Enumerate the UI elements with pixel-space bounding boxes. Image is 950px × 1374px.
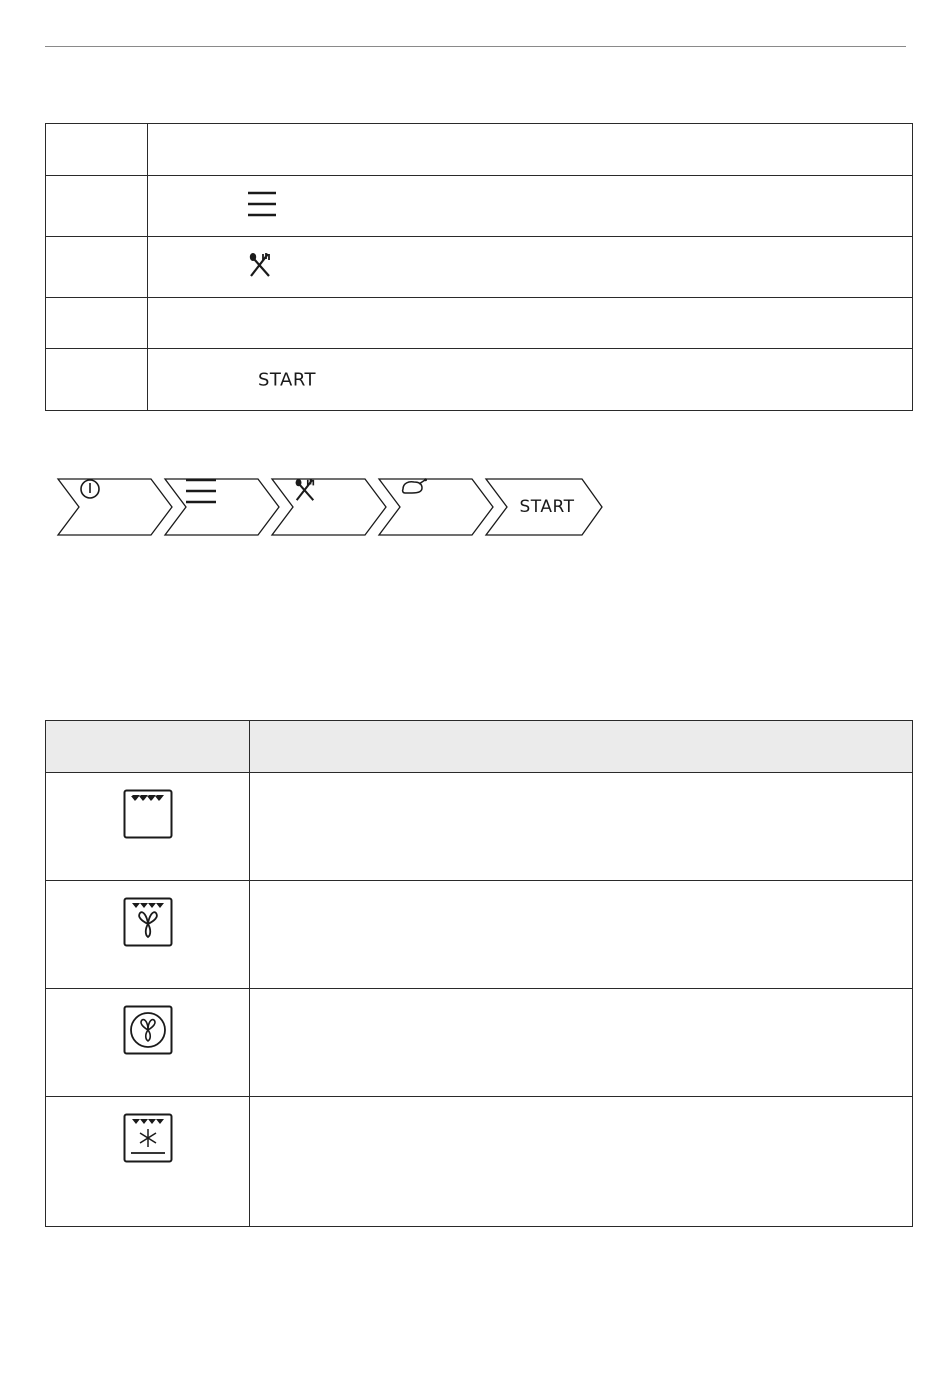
step-number-cell	[46, 237, 148, 298]
step-number-cell	[46, 298, 148, 349]
table-row	[46, 176, 913, 237]
steps-table	[45, 123, 913, 411]
step-number-cell	[46, 176, 148, 237]
top-heat-fan-icon	[123, 897, 173, 951]
power-icon	[79, 478, 159, 536]
function-description	[250, 989, 913, 1097]
table-row	[46, 349, 913, 411]
cutlery-icon	[248, 252, 272, 282]
table-row	[46, 881, 913, 989]
frozen-foods-icon	[123, 1113, 173, 1167]
top-heat-icon	[123, 789, 173, 843]
functions-table	[45, 720, 913, 1227]
menu-icon	[186, 478, 266, 536]
step-sequence	[55, 478, 605, 536]
table-row	[46, 237, 913, 298]
table-row	[46, 773, 913, 881]
table-row	[46, 1097, 913, 1227]
table-row	[46, 989, 913, 1097]
column-header	[46, 721, 250, 773]
column-header	[250, 721, 913, 773]
step-text-cell	[148, 237, 913, 298]
function-icon-cell	[46, 1097, 250, 1227]
function-icon-cell	[46, 773, 250, 881]
roast-icon	[400, 478, 480, 536]
menu-icon	[248, 191, 276, 221]
function-description	[250, 1097, 913, 1227]
start-label: START	[519, 497, 575, 517]
function-description	[250, 881, 913, 989]
cutlery-icon	[293, 478, 373, 536]
table-row	[46, 124, 913, 176]
function-description	[250, 773, 913, 881]
table-header-row	[46, 721, 913, 773]
start-label: START	[258, 369, 317, 390]
step-text-cell	[148, 176, 913, 237]
step-text-cell	[148, 349, 913, 411]
step-number-cell	[46, 349, 148, 411]
hot-air-fan-icon	[123, 1005, 173, 1059]
top-rule	[45, 46, 906, 47]
step-text-cell	[148, 124, 913, 176]
step-number-cell	[46, 124, 148, 176]
function-icon-cell	[46, 881, 250, 989]
table-row	[46, 298, 913, 349]
function-icon-cell	[46, 989, 250, 1097]
step-text-cell	[148, 298, 913, 349]
